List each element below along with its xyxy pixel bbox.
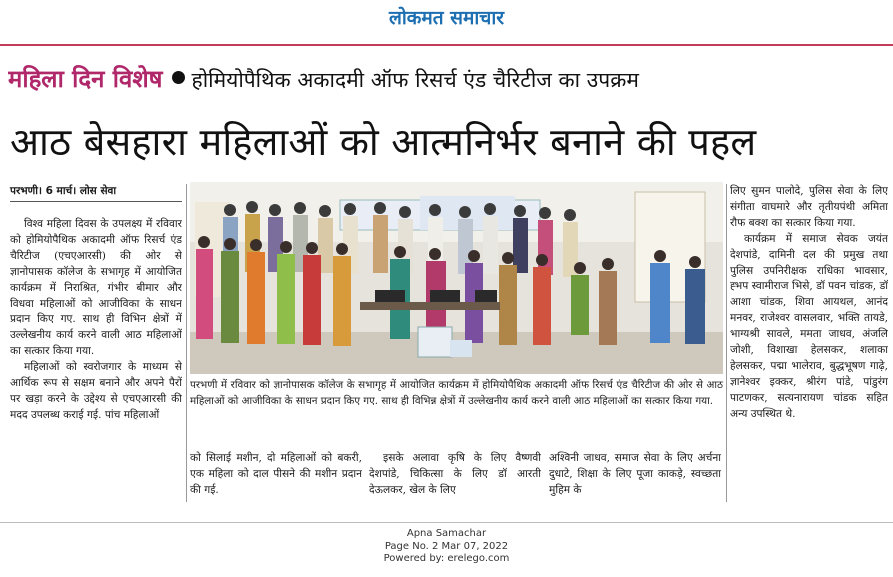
article-column-3 [369, 451, 541, 501]
masthead-rule [0, 44, 893, 46]
footer-publication: Apna Samachar [406, 528, 487, 539]
paragraph: महिलाओं को स्वरोजगार के माध्यम से आर्थिक रूप से सक्षम बनाने और अपने पैरों पर खड़ा करने के उद्देश्य से एचएआरसी की मदद उपलब्ध कराई गई. पांच महिलाओं [10, 361, 182, 421]
article-column-4 [549, 451, 721, 501]
masthead-title: लोकमत समाचार [388, 7, 505, 29]
kicker-label: महिला दिन विशेष [8, 65, 163, 93]
kicker-text: होमियोपैथिक अकादमी ऑफ रिसर्च एंड चैरिटीज का उपक्रम [191, 68, 639, 92]
article-column-1 [10, 217, 182, 499]
paragraph: कार्यक्रम में समाज सेवक जयंत देशपांडे, दामिनी दल की प्रमुख तथा पुलिस उपनिरीक्षक राधिका भावसार, ह्भप स्वामीराज भिसे, डॉ पवन चांडक, डॉ आशा चांडक, शिवा आयथल, आनंद मनवर, राजेश्वर वासलवार, भक्ति तायडे, भाग्यश्री सावले, ममता जाधव, अंजलि जोशी, विशाखा हेलसकर, शलाका हेलसकर, पद्मा भालेराव, बुद्धभूषण गाढ़े, ज्ञानेश्वर इक्कर, श्रीरंग पांडे, पांडुरंग पाटणकर, सत्यनारायण चांडक सहित अन्य उपस्थित थे. [730, 232, 888, 420]
paragraph: विश्व महिला दिवस के उपलक्ष्य में रविवार को होमियोपैथिक अकादमी ऑफ रिसर्च एंड चैरिटीज (एचएआरसी) की ओर से ज्ञानोपासक कॉलेज के सभागृह में आयोजित कार्यक्रम में निराश्रित, गंभीर बीमार और विधवा महिलाओं को आजीविका के साधन प्रदान किए गए. साथ ही विभिन क्षेत्रों में उल्लेखनीय कार्य करने वाली आठ महिलाओं का सत्कार किया गया. [10, 218, 182, 358]
paragraph: अश्विनी जाधव, समाज सेवा के लिए अर्चना दुधाटे, शिक्षा के लिए पूजा काकड़े, स्वच्छता मुहिम के [549, 452, 721, 496]
article-column-5 [730, 184, 888, 502]
column-divider [186, 184, 187, 502]
article-column-2 [190, 451, 362, 501]
dateline: परभणी। 6 मार्च। लोस सेवा [10, 185, 117, 197]
paragraph: को सिलाई मशीन, दो महिलाओं को बकरी, एक महिला को दाल पीसने की मशीन प्रदान की गई. [190, 452, 362, 496]
paragraph: लिए सुमन पालोदे, पुलिस सेवा के लिए संगीता वाघमारे और तृतीयपंथी अमिता रौफ बक्श का सत्कार किया गया. [730, 185, 888, 229]
headline: आठ बेसहारा महिलाओं को आत्मनिर्भर बनाने की पहल [10, 120, 757, 164]
dateline-rule [10, 201, 182, 202]
page-footer [0, 528, 893, 566]
event-photo-graphic [190, 182, 723, 374]
photo-caption: परभणी में रविवार को ज्ञानोपासक कॉलेज के सभागृह में आयोजित कार्यक्रम में होमियोपैथिक अकादमी ऑफ रिसर्च एंड चैरिटीज की ओर से आठ महिलाओं को आजीविका के साधन प्रदान किए गए. साथ ही विभिन्न क्षेत्रों में उल्लेखनीय कार्य करने वाली आठ महिलाओं का सत्कार किया गया. [190, 379, 723, 407]
footer-page-date: Page No. 2 Mar 07, 2022 [384, 540, 509, 552]
footer-powered-by[interactable]: Powered by: erelego.com [383, 553, 510, 564]
paragraph: इसके अलावा कृषि के लिए वैष्णवी देशपांडे, चिकित्सा के लिए डॉ आरती देऊलकर, खेल के लिए [369, 452, 541, 496]
column-divider [726, 184, 727, 502]
event-photo[interactable] [190, 182, 723, 374]
footer-rule [0, 522, 893, 523]
bullet-dot-icon [172, 71, 185, 84]
kicker-line [8, 62, 888, 96]
